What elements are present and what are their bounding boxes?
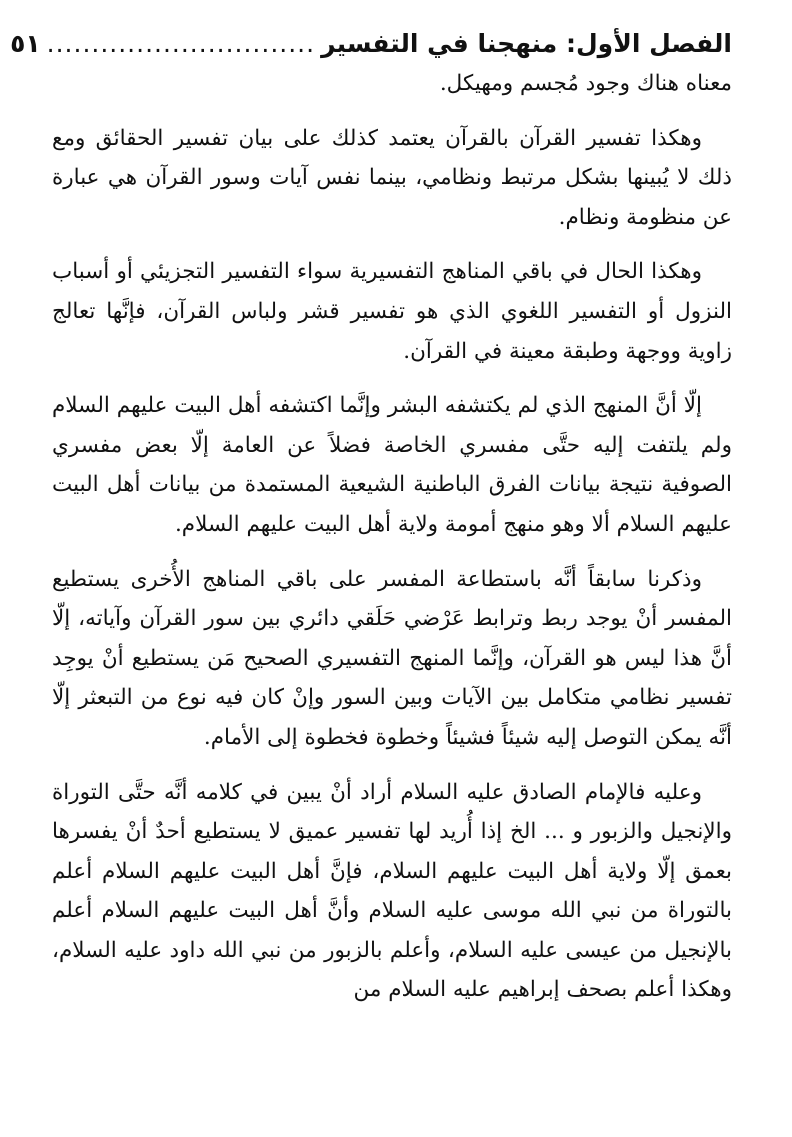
running-header bbox=[10, 24, 732, 64]
header-dot-leader: .............................. bbox=[46, 29, 316, 58]
page-number: ٥١ bbox=[10, 29, 41, 58]
paragraph: وهكذا تفسير القرآن بالقرآن يعتمد كذلك على بيان تفسير الحقائق ومع ذلك لا يُبينها بشكل مرتبط ونظامي، بينما نفس آيات وسور القرآن هي عبارة عن منظومة ونظام. bbox=[52, 125, 732, 230]
paragraph: وذكرنا سابقاً أنَّه باستطاعة المفسر على باقي المناهج الأُخرى يستطيع المفسر أنْ يوجد ربط وترابط عَرْضي حَلَقي دائري بين سور القرآن وآياته، إلّا أنَّ هذا ليس هو القرآن، وإنَّما المنهج التفسيري الصحيح مَن يستطيع أنْ يوجِد تفسير نظامي متكامل بين الآيات وبين السور وإنْ كان فيه نوع من التبعثر إلّا أنَّه يمكن التوصل إليه شيئاً فشيئاً وخطوة فخطوة إلى الأمام. bbox=[52, 566, 732, 750]
chapter-title: الفصل الأول: منهجنا في التفسير bbox=[321, 29, 732, 58]
paragraph: وعليه فالإمام الصادق عليه السلام أراد أنْ يبين في كلامه أنَّه حتَّى التوراة والإنجيل والزبور و ... الخ إذا أُريد لها تفسير عميق لا يستطيع أحدٌ أنْ يفسرها بعمق إلّا ولاية أهل البيت عليهم السلام، فإنَّ أهل البيت عليهم السلام أعلم بالتوراة من نبي الله موسى عليه السلام وأنَّ أهل البيت عليهم السلام أعلم بالإنجيل من عيسى عليه السلام، وأعلم بالزبور من نبي الله داود عليه السلام، وهكذا أعلم بصحف إبراهيم عليه السلام من bbox=[52, 779, 732, 1003]
paragraph: وهكذا الحال في باقي المناهج التفسيرية سواء التفسير التجزيئي أو أسباب النزول أو التفسير اللغوي الذي هو تفسير قشر ولباس القرآن، فإنَّها تعالج زاوية ووجهة وطبقة معينة في القرآن. bbox=[52, 259, 732, 364]
paragraph: معناه هناك وجود مُجسم ومهيكل. bbox=[439, 71, 732, 96]
book-page bbox=[10, 24, 732, 1117]
body-text bbox=[52, 64, 732, 1010]
paragraph: إلّا أنَّ المنهج الذي لم يكتشفه البشر وإنَّما اكتشفه أهل البيت عليهم السلام ولم يلتفت إليه حتَّى مفسري الخاصة فضلاً عن العامة إلّا بعض مفسري الصوفية نتيجة بيانات الفرق الباطنية الشيعية المستمدة من بيانات أهل البيت عليهم السلام ألا وهو منهج أمومة ولاية أهل البيت عليهم السلام. bbox=[52, 393, 732, 537]
